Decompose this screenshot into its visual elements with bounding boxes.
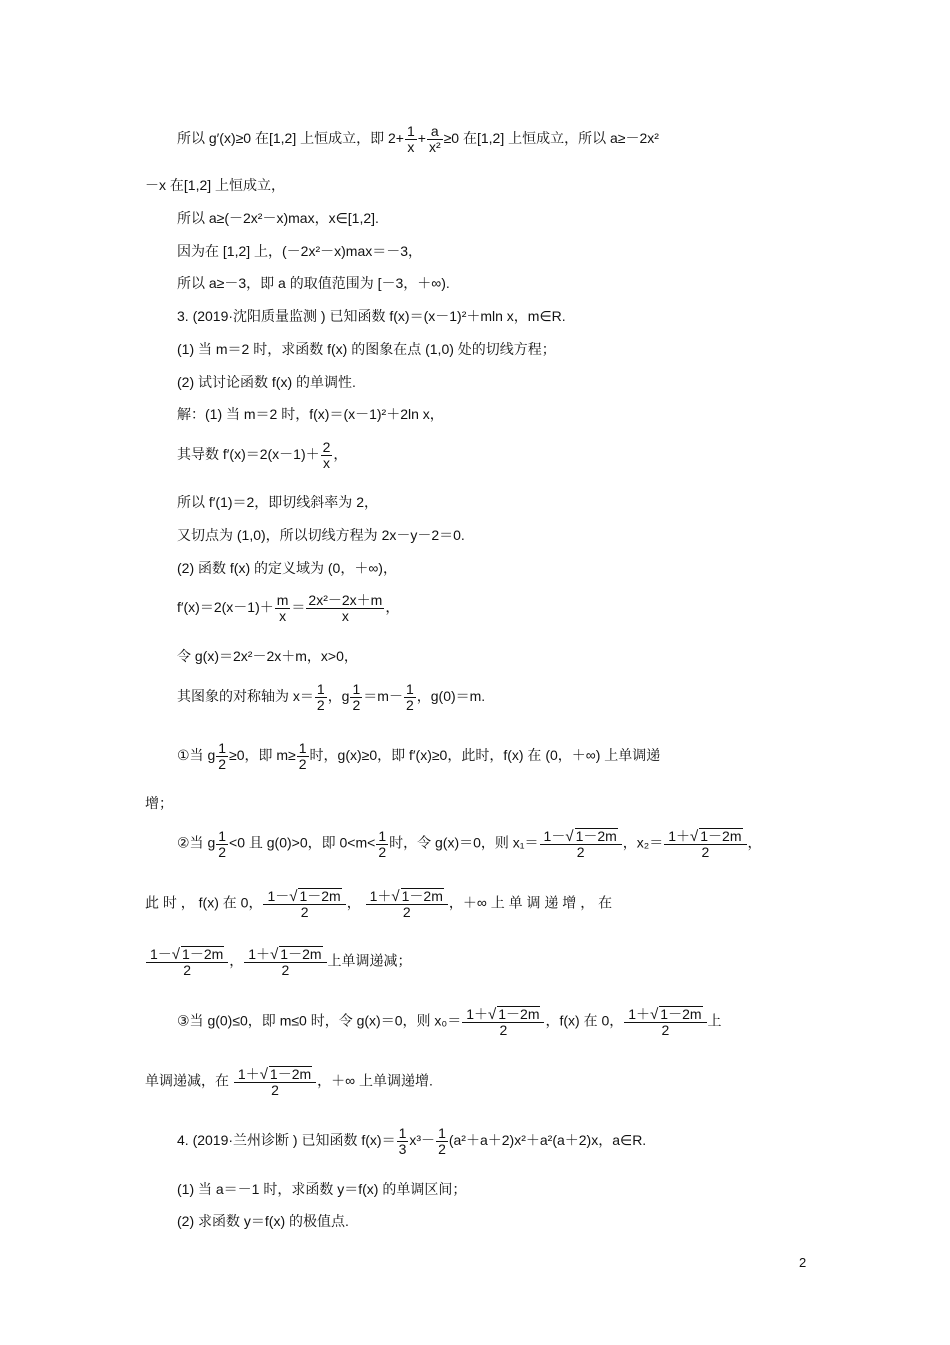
fraction: $\frac{1}{2}$: [218, 740, 227, 772]
fraction: $\frac{1}{2}$: [316, 681, 325, 713]
text-line: 因为在 [1,2] 上，(－2x²－x)max＝－3，: [177, 243, 423, 259]
text-line: ②当 g $\frac{1}{2}$ <0 且 g(0)>0，即 0<m< $\frac{1}{2}$ 时，令 g(x)＝0，则 x₁＝ $\frac{1-√ 1-2m}{2}$ ，x₂＝ $\frac{1+√ 1-2m}{2}$ ，: [177, 827, 762, 860]
text-line: (1) 当 a＝－1 时，求函数 y＝f(x) 的单调区间；: [177, 1181, 467, 1197]
text-line: ①当 g $\frac{1}{2}$ ≥0，即 m≥ $\frac{1}{2}$ 时，g(x)≥0，即 f′(x)≥0，此时，f(x) 在 (0，＋∞) 上单调递: [177, 740, 661, 772]
root-fraction: $\frac{1+√ 1-2m}{2}$: [624, 1006, 706, 1038]
text-line: (2) 函数 f(x) 的定义域为 (0，＋∞)，: [177, 560, 397, 576]
fraction: $\frac{1}{2}$: [352, 681, 361, 713]
root-fraction: $\frac{1+√ 1-2m}{2}$: [366, 888, 448, 920]
fraction: $\frac{1}{2}$: [438, 1125, 446, 1157]
problem-4: 4. (2019·兰州诊断 ) 已知函数 f(x)＝ $\frac{1}{3}$ x³－ $\frac{1}{2}$ (a²＋a＋2)x²＋a²(a＋2)x，a∈R.: [177, 1125, 647, 1157]
text-line: －x 在[1,2] 上恒成立，: [145, 177, 286, 193]
text-line: 所以 f′(1)＝2，即切线斜率为 2，: [177, 494, 378, 510]
root-fraction: $\frac{1+√ 1-2m}{2}$: [462, 1006, 544, 1038]
text-line: $\frac{1-√ 1-2m}{2}$ ， $\frac{1+√ 1-2m}{2}$ 上单调递减；: [145, 946, 412, 978]
fraction: $\frac{\text{2x²－2x＋m}}{x}$: [308, 592, 383, 624]
fraction: $\frac{1}{2}$: [218, 827, 227, 860]
text-line: 单调递减，在 $\frac{1+√ 1-2m}{2}$ ，＋∞ 上单调递增.: [145, 1066, 433, 1098]
text-line: (2) 试讨论函数 f(x) 的单调性.: [177, 374, 356, 390]
fraction: $\frac{1}{2}$: [378, 827, 387, 860]
fraction: $\frac{2}{x}$: [322, 439, 331, 471]
text-line: 此 时 ， f(x) 在 0， $\frac{1-√ 1-2m}{2}$ ， $\frac{1+√ 1-2m}{2}$ ，＋∞ 上 单 调 递 增 ， 在: [145, 888, 613, 920]
text-line: (1) 当 m＝2 时，求函数 f(x) 的图象在点 (1,0) 处的切线方程；: [177, 341, 556, 357]
problem-3: 3. (2019·沈阳质量监测 ) 已知函数 f(x)＝(x－1)²＋mln x，m∈R.: [177, 308, 566, 324]
fraction: $\frac{1}{2}$: [405, 681, 414, 713]
root-fraction: $\frac{1+√ 1-2m}{2}$: [664, 828, 746, 860]
root-fraction: $\frac{1+√ 1-2m}{2}$: [234, 1066, 316, 1098]
text-line: (2) 求函数 y＝f(x) 的极值点.: [177, 1213, 349, 1229]
text-line: 又切点为 (1,0)，所以切线方程为 2x－y－2＝0.: [177, 527, 465, 543]
text-line: 令 g(x)＝2x²－2x＋m，x>0，: [177, 648, 358, 664]
text-line: 解：(1) 当 m＝2 时，f(x)＝(x－1)²＋2ln x，: [177, 406, 444, 422]
fraction: $\frac{m}{x}$: [276, 592, 289, 624]
root-fraction: $\frac{1-√ 1-2m}{2}$: [540, 828, 622, 860]
text-line: 增；: [145, 795, 173, 811]
text-line: 其图象的对称轴为 x＝ $\frac{1}{2}$ ，g $\frac{1}{2}$ ＝m－ $\frac{1}{2}$ ，g(0)＝m.: [177, 681, 486, 713]
fraction: $\frac{a}{\text{x²}}$: [428, 123, 441, 155]
fraction: $\frac{1}{x}$: [406, 123, 415, 155]
text-line: ③当 g(0)≤0，即 m≤0 时，令 g(x)＝0，则 x₀＝ $\frac{1+√ 1-2m}{2}$ ，f(x) 在 0， $\frac{1+√ 1-2m}{2}$ 上: [177, 1006, 722, 1038]
root-fraction: $\frac{1+√ 1-2m}{2}$: [244, 946, 326, 978]
root-fraction: $\frac{1-√ 1-2m}{2}$: [146, 946, 228, 978]
fraction: $\frac{1}{2}$: [298, 740, 307, 772]
text-line: 所以 a≥(－2x²－x)max，x∈[1,2].: [177, 210, 379, 226]
page-number: 2: [799, 1255, 807, 1270]
text-line: 其导数 f′(x)＝2(x－1)＋ $\frac{2}{x}$ ，: [177, 439, 348, 471]
fraction: $\frac{1}{3}$: [398, 1125, 407, 1157]
text-line: f′(x)＝2(x－1)＋ $\frac{m}{x}$ ＝ $\frac{\text{2x²－2x＋m}}{x}$ ，: [177, 592, 400, 624]
text-line: 所以 a≥－3，即 a 的取值范围为 [－3，＋∞).: [177, 275, 450, 291]
root-fraction: $\frac{1-√ 1-2m}{2}$: [263, 888, 345, 920]
text-line: 所以 g′(x)≥0 在[1,2] 上恒成立，即 2+ $\frac{1}{x}$ + $\frac{a}{\text{x²}}$ ≥0 在[1,2] 上恒成立，所以 a≥－2x²: [177, 123, 659, 155]
